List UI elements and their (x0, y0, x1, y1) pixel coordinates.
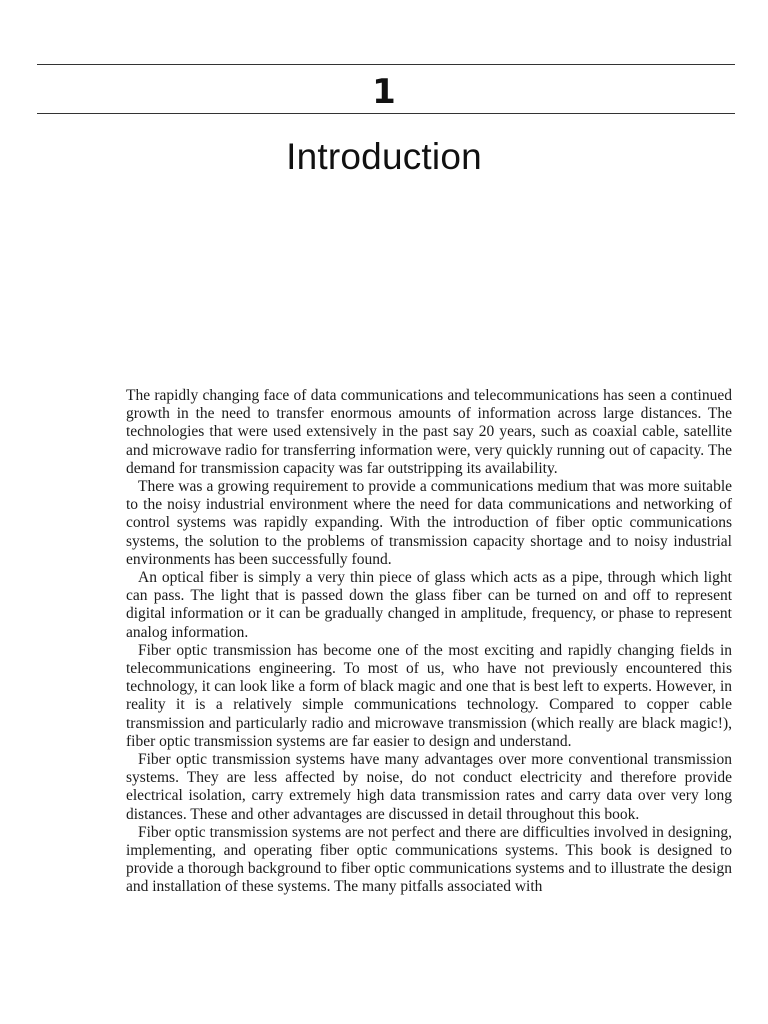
chapter-title: Introduction (286, 136, 482, 177)
chapter-bottom-rule (37, 113, 735, 114)
body-text (126, 387, 732, 897)
paragraph-4: Fiber optic transmission has become one of the most exciting and rapidly changing fields in telecommunications engineering. To most of us, who have not previously encountered this technology, it can look like a form of black magic and one that is best left to experts. However, in reality it is a relatively simple communications technology. Compared to copper cable transmission and particularly radio and microwave transmission (which really are black magic!), fiber optic transmission systems are far easier to design and understand. (126, 641, 732, 750)
chapter-top-rule (37, 64, 735, 65)
paragraph-5: Fiber optic transmission systems have many advantages over more conventional transmission systems. They are less affected by noise, do not conduct electricity and therefore provide electrical isolation, carry extremely high data transmission rates and carry data over very long distances. These and other advantages are discussed in detail throughout this book. (126, 751, 732, 823)
paragraph-6: Fiber optic transmission systems are not perfect and there are difficulties involved in designing, implementing, and operating fiber optic communications systems. This book is designed to provide a thorough background to fiber optic communications systems and to illustrate the design and installation of these systems. The many pitfalls associated with (126, 823, 732, 896)
paragraph-3: An optical fiber is simply a very thin piece of glass which acts as a pipe, through which light can pass. The light that is passed down the glass fiber can be turned on and off to represent digital information or it can be gradually changed in amplitude, frequency, or phase to represent analog information. (126, 569, 732, 641)
chapter-number: 1 (372, 72, 396, 112)
paragraph-2: There was a growing requirement to provide a communications medium that was more suitable to the noisy industrial environment where the need for data communications and networking of control systems was rapidly expanding. With the introduction of fiber optic communications systems, the solution to the problems of transmission capacity shortage and to noisy industrial environments has been successfully found. (126, 478, 732, 568)
paragraph-1: The rapidly changing face of data communications and telecommunications has seen a continued growth in the need to transfer enormous amounts of information across large distances. The technologies that were used extensively in the past say 20 years, such as coaxial cable, satellite and microwave radio for transferring information were, very quickly running out of capacity. The demand for transmission capacity was far outstripping its availability. (126, 387, 732, 477)
